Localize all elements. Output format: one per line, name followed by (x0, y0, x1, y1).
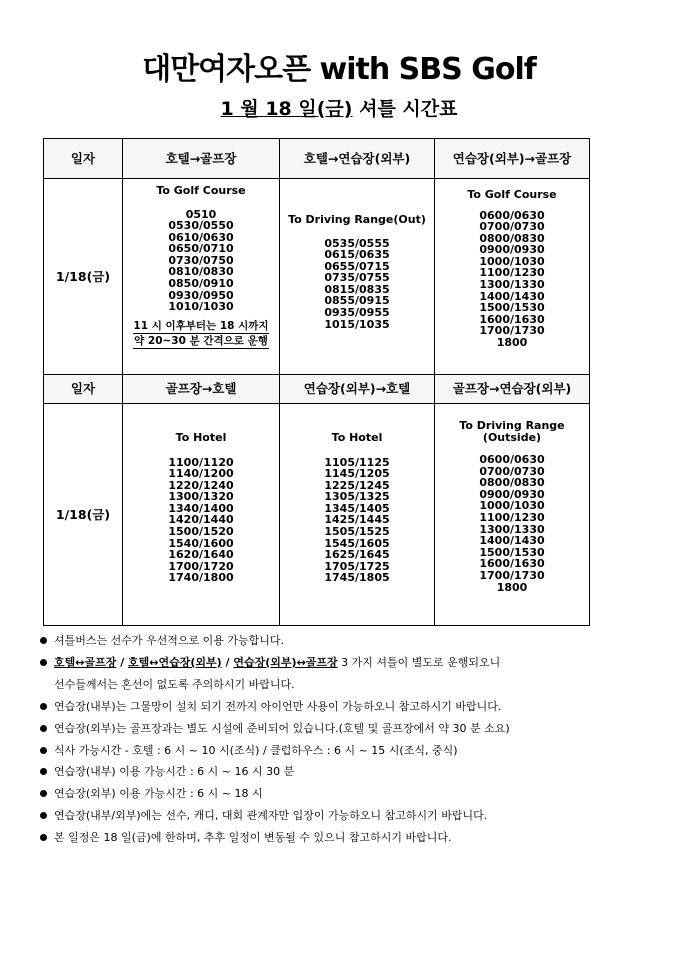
note-item (40, 783, 660, 805)
cell-hotel-to-golf (123, 179, 280, 375)
time-slot: 1740/1800 (168, 571, 234, 585)
note-text: 연습장(외부) 이용 가능시간 : 6 시 ~ 18 시 (54, 787, 263, 801)
route-name: 호텔↔골프장 (54, 655, 117, 669)
time-slot: 1545/1605 (324, 536, 390, 550)
time-slot: 1625/1645 (324, 548, 390, 562)
note-text: 3 가지 셔틀이 별도로 운행되오니 (337, 655, 501, 669)
table-row (44, 404, 590, 626)
time-slot: 1540/1600 (168, 536, 234, 550)
time-slot: 0900/0930 (479, 487, 545, 501)
time-list (435, 454, 589, 593)
header-golf-to-hotel: 골프장→호텔 (123, 375, 280, 404)
time-slot: 1800 (496, 580, 528, 594)
time-list (280, 457, 434, 585)
bullet-icon (40, 725, 47, 732)
bullet-icon (40, 747, 47, 754)
bullet-icon (40, 768, 47, 775)
note-item (40, 827, 660, 849)
time-slot: 1700/1720 (168, 559, 234, 573)
bullet-icon (40, 812, 47, 819)
note-text: 선수들께서는 혼선이 없도록 주의하시기 바랍니다. (54, 677, 295, 691)
note-text: 연습장(내부)는 그물망이 설치 되기 전까지 아이언만 사용이 가능하오니 참고하시기 바랍니다. (54, 699, 502, 713)
time-slot: 0900/0930 (479, 243, 545, 257)
time-slot: 1340/1400 (168, 501, 234, 515)
time-slot: 1010/1030 (168, 300, 234, 314)
bullet-icon (40, 659, 47, 666)
row-date: 1/18(금) (44, 404, 123, 626)
bullet-icon (40, 790, 47, 797)
header-date: 일자 (44, 139, 123, 179)
time-list (123, 457, 279, 585)
note-item (40, 696, 660, 718)
time-slot: 1425/1445 (324, 513, 390, 527)
time-slot: 0610/0630 (168, 230, 234, 244)
time-slot: 0800/0830 (479, 231, 545, 245)
time-list (123, 209, 279, 313)
time-slot: 1015/1035 (324, 317, 390, 331)
time-slot: 1000/1030 (479, 499, 545, 513)
time-slot: 1620/1640 (168, 548, 234, 562)
interval-note-line: 11 시 이후부터는 18 시까지 (133, 319, 269, 332)
time-slot: 1505/1525 (324, 525, 390, 539)
time-list (435, 210, 589, 349)
subtitle-text: 셔틀 시간표 (352, 98, 458, 120)
time-slot: 0850/0910 (168, 277, 234, 291)
time-slot: 1300/1330 (479, 522, 545, 536)
time-slot: 1800 (496, 336, 528, 350)
time-slot: 1100/1230 (479, 510, 545, 524)
time-slot: 1140/1200 (168, 467, 234, 481)
table-header-row (44, 139, 590, 179)
interval-note-line: 약 20~30 분 간격으로 운행 (134, 334, 268, 347)
time-slot: 1700/1730 (479, 568, 545, 582)
note-text: 식사 가능시간 - 호텔 : 6 시 ~ 10 시(조식) / 클럽하우스 : 6 시 ~ 15 시(조식, 중식) (54, 743, 458, 757)
route-label: To Driving Range(Out) (288, 213, 426, 226)
time-slot: 0700/0730 (479, 220, 545, 234)
cell-golf-to-hotel (123, 404, 280, 626)
bullet-icon (40, 834, 47, 841)
note-item (40, 630, 660, 652)
time-slot: 0855/0915 (324, 294, 390, 308)
time-slot: 1220/1240 (168, 478, 234, 492)
time-slot: 0650/0710 (168, 242, 234, 256)
time-slot: 0930/0950 (168, 288, 234, 302)
route-name: 연습장(외부)↔골프장 (233, 655, 338, 669)
time-slot: 1705/1725 (324, 559, 390, 573)
route-label: To Hotel (175, 431, 227, 444)
time-slot: 1105/1125 (324, 455, 390, 469)
time-slot: 1420/1440 (168, 513, 234, 527)
time-slot: 1300/1320 (168, 490, 234, 504)
time-slot: 1500/1530 (479, 545, 545, 559)
note-text: 연습장(외부)는 골프장과는 별도 시설에 준비되어 있습니다.(호텔 및 골프장에서 약 30 분 소요) (54, 721, 510, 735)
cell-hotel-to-range (280, 179, 435, 375)
time-slot: 1600/1630 (479, 557, 545, 571)
route-label: To Golf Course (467, 188, 557, 201)
time-slot: 1600/1630 (479, 312, 545, 326)
time-slot: 1000/1030 (479, 254, 545, 268)
route-label: To Golf Course (156, 184, 246, 197)
row-date: 1/18(금) (44, 179, 123, 375)
interval-note (133, 319, 268, 349)
note-item (40, 761, 660, 783)
note-item (40, 805, 660, 827)
bullet-icon (40, 703, 47, 710)
time-slot: 1305/1325 (324, 490, 390, 504)
time-slot: 0615/0635 (324, 248, 390, 262)
header-range-to-golf: 연습장(외부)→골프장 (435, 139, 590, 179)
note-item (40, 718, 660, 740)
header-range-to-hotel: 연습장(외부)→호텔 (280, 375, 435, 404)
time-slot: 1400/1430 (479, 534, 545, 548)
time-slot: 1400/1430 (479, 289, 545, 303)
header-golf-to-range: 골프장→연습장(외부) (435, 375, 590, 404)
time-slot: 1345/1405 (324, 501, 390, 515)
route-label (435, 420, 589, 443)
cell-range-to-golf (435, 179, 590, 375)
time-slot: 0935/0955 (324, 306, 390, 320)
header-date: 일자 (44, 375, 123, 404)
route-label-line: (Outside) (482, 430, 542, 444)
time-slot: 1500/1520 (168, 525, 234, 539)
time-slot: 0600/0630 (479, 208, 545, 222)
note-text: 연습장(내부) 이용 가능시간 : 6 시 ~ 16 시 30 분 (54, 765, 295, 779)
time-slot: 0800/0830 (479, 476, 545, 490)
time-slot: 0700/0730 (479, 464, 545, 478)
time-slot: 0530/0550 (168, 219, 234, 233)
page-title: 대만여자오픈 with SBS Golf (142, 52, 536, 87)
note-item (40, 652, 660, 674)
bullet-icon (40, 637, 47, 644)
time-slot: 1745/1805 (324, 571, 390, 585)
separator: / (221, 655, 234, 669)
route-label: To Hotel (331, 431, 383, 444)
time-slot: 1145/1205 (324, 467, 390, 481)
time-slot: 1500/1530 (479, 301, 545, 315)
time-slot: 0600/0630 (479, 453, 545, 466)
time-slot: 1700/1730 (479, 324, 545, 338)
note-item-continuation (40, 674, 660, 696)
time-list (280, 238, 434, 331)
time-slot: 0810/0830 (168, 265, 234, 279)
note-text: 연습장(내부/외부)에는 선수, 캐디, 대회 관계자만 입장이 가능하오니 참고하시기 바랍니다. (54, 809, 488, 823)
time-slot: 0535/0555 (324, 236, 390, 250)
time-slot: 1100/1120 (168, 455, 234, 469)
table-header-row (44, 375, 590, 404)
note-text: 본 일정은 18 일(금)에 한하며, 추후 일정이 변동될 수 있으니 참고하시기 바랍니다. (54, 831, 452, 845)
subtitle-date: 1 월 18 일(금) (220, 98, 353, 120)
table-row (44, 179, 590, 375)
time-slot: 1225/1245 (324, 478, 390, 492)
route-name: 호텔↔연습장(외부) (128, 655, 222, 669)
time-slot: 0510 (185, 207, 217, 221)
shuttle-schedule-table (43, 138, 590, 626)
time-slot: 0730/0750 (168, 253, 234, 267)
cell-range-to-hotel (280, 404, 435, 626)
route-label-line: To Driving Range (459, 419, 565, 432)
note-text: 셔틀버스는 선수가 우선적으로 이용 가능합니다. (54, 634, 285, 647)
header-hotel-to-range: 호텔→연습장(외부) (280, 139, 435, 179)
time-slot: 1100/1230 (479, 266, 545, 280)
time-slot: 0815/0835 (324, 282, 390, 296)
page-subtitle (0, 94, 678, 121)
notes-list (40, 630, 660, 849)
cell-golf-to-range (435, 404, 590, 626)
note-item (40, 740, 660, 762)
time-slot: 0735/0755 (324, 271, 390, 285)
header-hotel-to-golf: 호텔→골프장 (123, 139, 280, 179)
time-slot: 1300/1330 (479, 278, 545, 292)
time-slot: 0655/0715 (324, 259, 390, 273)
separator: / (116, 655, 129, 669)
